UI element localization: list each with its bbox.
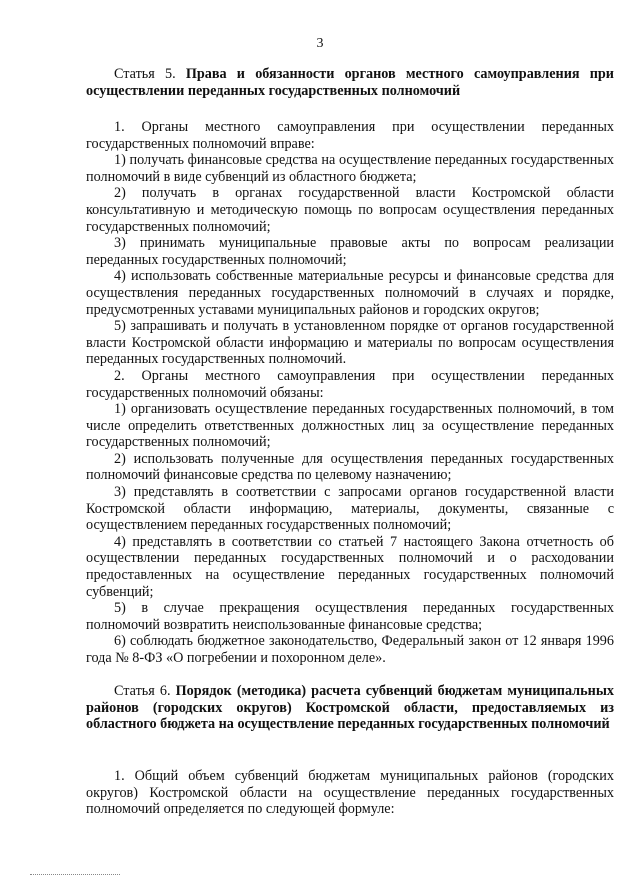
article5-prefix: Статья 5.	[114, 66, 186, 82]
paragraph: 6) соблюдать бюджетное законодательство, Федеральный закон от 12 января 1996 года № 8-ФЗ «О погребении и похоронном деле».	[86, 633, 614, 666]
article6-heading	[86, 683, 614, 733]
paragraph: 4) использовать собственные материальные ресурсы и финансовые средства для осуществления переданных государственных полномочий в случаях и порядке, предусмотренных уставами муниципальных районов и городских округов;	[86, 268, 614, 318]
paragraph: 2) получать в органах государственной власти Костромской области консультативную и методическую помощь по вопросам осуществления переданных государственных полномочий;	[86, 185, 614, 235]
paragraph: 1) организовать осуществление переданных государственных полномочий, в том числе определить ответственных должностных лиц за осуществление переданных государственных полномочий;	[86, 401, 614, 451]
paragraph: 5) в случае прекращения осуществления переданных государственных полномочий возвратить неиспользованные финансовые средства;	[86, 600, 614, 633]
paragraph: 1. Органы местного самоуправления при осуществлении переданных государственных полномочий вправе:	[86, 119, 614, 152]
paragraph: 1) получать финансовые средства на осуществление переданных государственных полномочий в виде субвенций из областного бюджета;	[86, 152, 614, 185]
paragraph: 2. Органы местного самоуправления при осуществлении переданных государственных полномочий обязаны:	[86, 367, 614, 401]
paragraph: 1. Общий объем субвенций бюджетам муниципальных районов (городских округов) Костромской области на осуществление переданных государственных полномочий определяется по следующей формуле:	[86, 768, 614, 818]
paragraph: 3) представлять в соответствии с запросами органов государственной власти Костромской области информацию, материалы, документы, связанные с осуществлением переданных государственных полномочий;	[86, 484, 614, 534]
paragraph: 3) принимать муниципальные правовые акты по вопросам реализации переданных государственных полномочий;	[86, 235, 614, 268]
paragraph: 4) представлять в соответствии со статьей 7 настоящего Закона отчетность об осуществлении переданных государственных полномочий и о расходовании предоставленных на осуществление переданных государственных полномочий субвенций;	[86, 533, 614, 600]
page-number: 3	[316, 36, 324, 51]
article6-prefix: Статья 6.	[114, 683, 176, 699]
paragraph: 5) запрашивать и получать в установленном порядке от органов государственной власти Костромской области информацию и материалы по вопросам осуществления переданных государственных полномочий.	[86, 318, 614, 368]
article5-heading	[86, 66, 614, 99]
article5-body	[86, 119, 614, 667]
article5-title: Права и обязанности органов местного самоуправления при осуществлении переданных государственных полномочий	[86, 66, 614, 99]
footer-divider	[30, 874, 120, 875]
article6-title: Порядок (методика) расчета субвенций бюджетам муниципальных районов (городских округов) Костромской области, предоставляемых из областного бюджета на осуществление переданных государственных полномочий	[86, 683, 614, 733]
paragraph: 2) использовать полученные для осуществления переданных государственных полномочий финансовые средства по целевому назначению;	[86, 450, 614, 484]
article6-body	[86, 768, 614, 818]
